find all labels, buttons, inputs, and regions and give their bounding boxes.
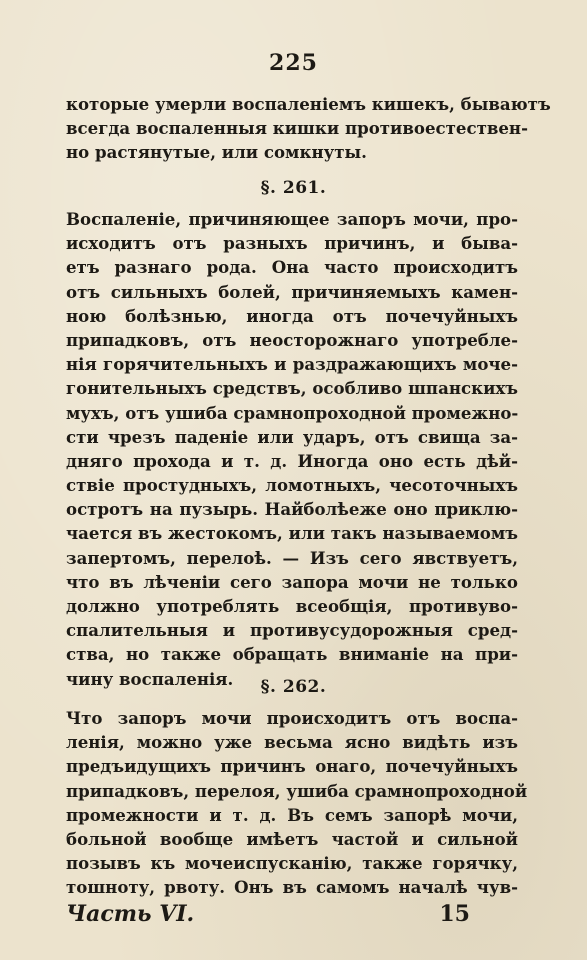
text-line: всегда воспаленныя кишки противоестествен- — [66, 118, 528, 139]
text-line: етъ разнаго рода. Она часто происходитъ — [66, 257, 518, 278]
text-line: запертомъ, перелоѣ. — Изъ сего явствуетъ, — [66, 547, 518, 568]
text-line: отъ сильныхъ болей, причиняемыхъ камен- — [66, 281, 518, 302]
text-line: больной вообще имѣетъ частой и сильной — [66, 828, 518, 849]
text-line: припадковъ, отъ неосторожнаго употребле- — [66, 329, 518, 350]
text-line: Воспаленіе, причиняющее запоръ мочи, про- — [66, 209, 518, 229]
text-line: должно употреблять всеобщія, противуво- — [66, 596, 518, 616]
intro-paragraph — [66, 92, 551, 165]
section-261-paragraph — [66, 207, 518, 691]
section-heading-262: §. 262. — [260, 677, 327, 697]
text-line: ства, но также обращать вниманіе на при- — [66, 644, 518, 665]
text-line: исходитъ отъ разныхъ причинъ, и быва- — [66, 233, 518, 254]
text-line: чину воспаленія. — [66, 668, 234, 689]
text-line: дняго прохода и т. д. Иногда оно есть дѣй- — [66, 450, 518, 471]
text-line: ною болѣзнью, иногда отъ почечуйныхъ — [66, 305, 518, 326]
text-line: промежности и т. д. Въ семъ запорѣ мочи, — [66, 804, 518, 825]
text-line: предъидущихъ причинъ онаго, почечуйныхъ — [66, 756, 518, 777]
text-line: ствіе простудныхъ, ломотныхъ, чесоточныхъ — [66, 475, 518, 496]
part-label: Часть VI. — [66, 901, 195, 927]
text-line: ленія, можно уже весьма ясно видѣть изъ — [66, 732, 518, 753]
section-262-paragraph — [66, 706, 528, 900]
text-line: позывъ къ мочеиспусканію, также горячку, — [66, 853, 518, 874]
text-line: мухъ, отъ ушиба срамнопроходной промежно- — [66, 402, 519, 423]
text-line: но растянутые, или сомкнуты. — [66, 142, 367, 163]
text-line: чается въ жестокомъ, или такъ называемомъ — [66, 523, 518, 544]
text-line: тошноту, рвоту. Онъ въ самомъ началѣ чув- — [66, 877, 518, 898]
text-line: что въ лѣченіи сего запора мочи не только — [66, 571, 518, 592]
signature-number: 15 — [439, 901, 470, 927]
section-heading-261: §. 261. — [260, 178, 327, 198]
text-line: которые умерли воспаленіемъ кишекъ, бываютъ — [66, 94, 551, 114]
text-line: спалительныя и противусудорожныя сред- — [66, 620, 518, 641]
text-line: нія горячительныхъ и раздражающихъ моче- — [66, 354, 518, 375]
text-line: Что запоръ мочи происходитъ отъ воспа- — [66, 708, 518, 728]
text-line: сти чрезъ паденіе или ударъ, отъ свища за- — [66, 426, 518, 447]
text-line: остротъ на пузырь. Найболѣеже оно приклю- — [66, 499, 518, 520]
text-line: гонительныхъ средствъ, особливо шпанскихъ — [66, 378, 518, 399]
page-number: 225 — [269, 50, 318, 76]
text-line: припадковъ, перелоя, ушиба срамнопроходной — [66, 780, 528, 801]
